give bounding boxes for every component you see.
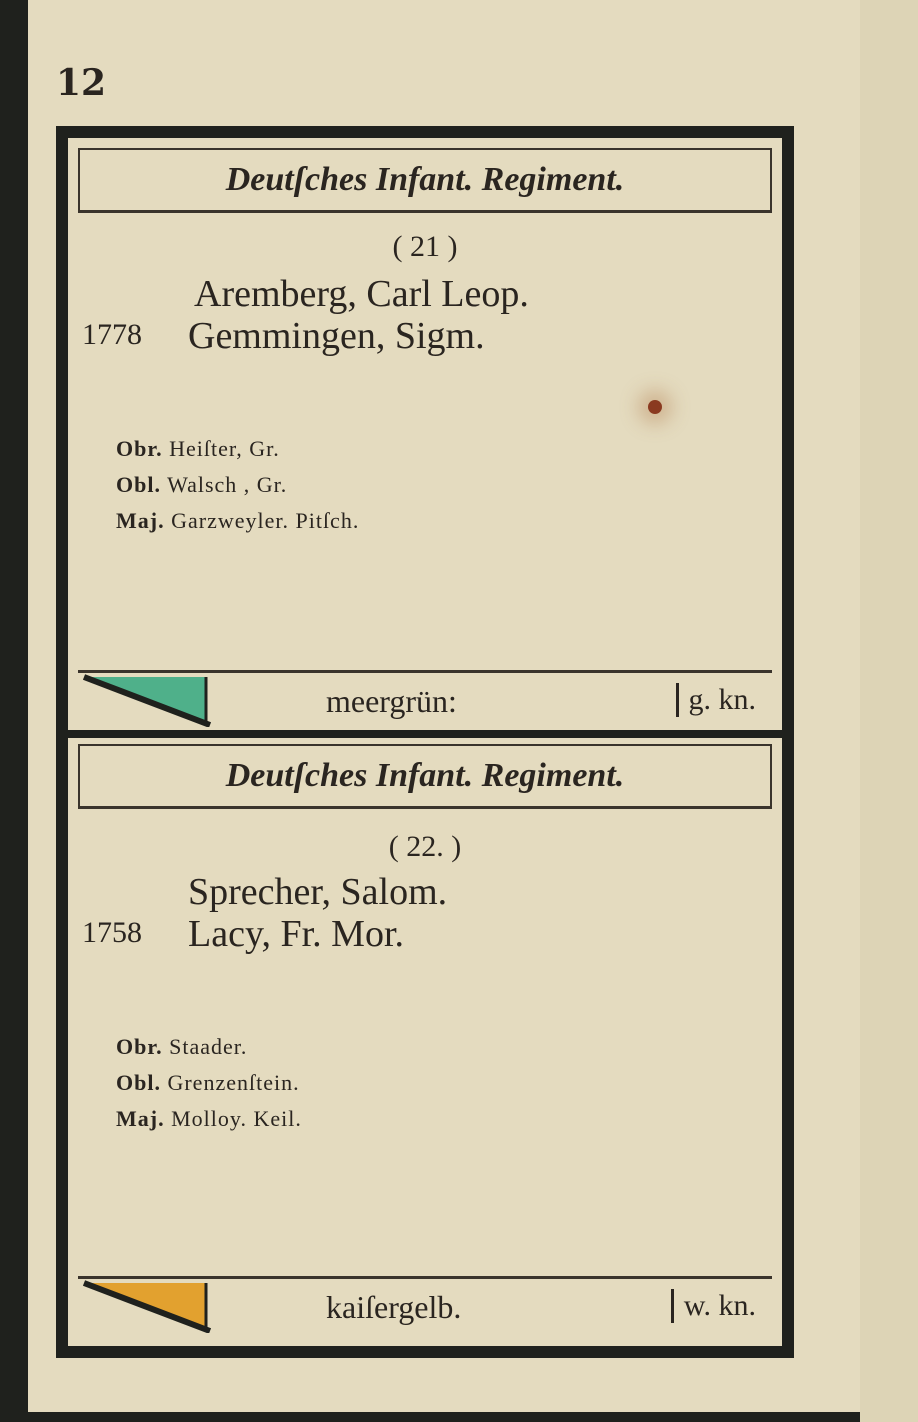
officer-rank: Maj. [116, 1106, 165, 1131]
officer-rank: Maj. [116, 508, 165, 533]
regiment-year: 1758 [82, 916, 142, 949]
regiment-number: ( 21 ) [392, 230, 458, 263]
officer-name: Walsch , Gr. [167, 472, 288, 497]
officer-line [116, 436, 280, 462]
regiment-number: ( 22. ) [388, 830, 462, 863]
regiment-commander: Gemmingen, Sigm. [188, 315, 485, 357]
officer-rank: Obr. [116, 1034, 163, 1059]
facing-color-label: kaiſergelb. [326, 1289, 462, 1325]
officer-rank: Obl. [116, 472, 161, 497]
regiment-commander: Lacy, Fr. Mor. [188, 913, 405, 955]
regiment-section-21 [68, 138, 782, 730]
button-color-label: g. kn. [676, 683, 757, 717]
officer-name: Garzweyler. Pitſch. [171, 508, 360, 533]
regiment-year: 1778 [82, 318, 142, 351]
officer-line [116, 1070, 300, 1096]
facing-page-edge [860, 0, 918, 1422]
officer-name: Grenzenſtein. [167, 1070, 300, 1095]
officer-line [116, 1106, 302, 1132]
facing-color-label: meergrün: [326, 683, 457, 719]
page-number: 12 [56, 62, 107, 104]
regiment-section-22 [68, 738, 782, 1346]
officer-rank: Obr. [116, 436, 163, 461]
section-divider [56, 730, 794, 738]
button-color-label: w. kn. [671, 1289, 756, 1323]
officer-name: Molloy. Keil. [171, 1106, 302, 1131]
page-left-shadow [0, 0, 28, 1422]
officer-name: Heiſter, Gr. [169, 436, 280, 461]
regiment-owner: Aremberg, Carl Leop. [194, 273, 529, 315]
officer-line [116, 472, 287, 498]
facing-color-swatch [78, 673, 218, 727]
regiment-owner: Sprecher, Salom. [188, 871, 448, 913]
officer-line [116, 1034, 247, 1060]
regiment-header: Deutſches Infant. Regiment. [78, 148, 772, 213]
facing-color-swatch [78, 1279, 218, 1333]
officer-name: Staader. [169, 1034, 248, 1059]
officer-line [116, 508, 359, 534]
regiment-footer [78, 670, 772, 731]
officer-rank: Obl. [116, 1070, 161, 1095]
regiment-header: Deutſches Infant. Regiment. [78, 744, 772, 809]
regiment-footer [78, 1276, 772, 1337]
